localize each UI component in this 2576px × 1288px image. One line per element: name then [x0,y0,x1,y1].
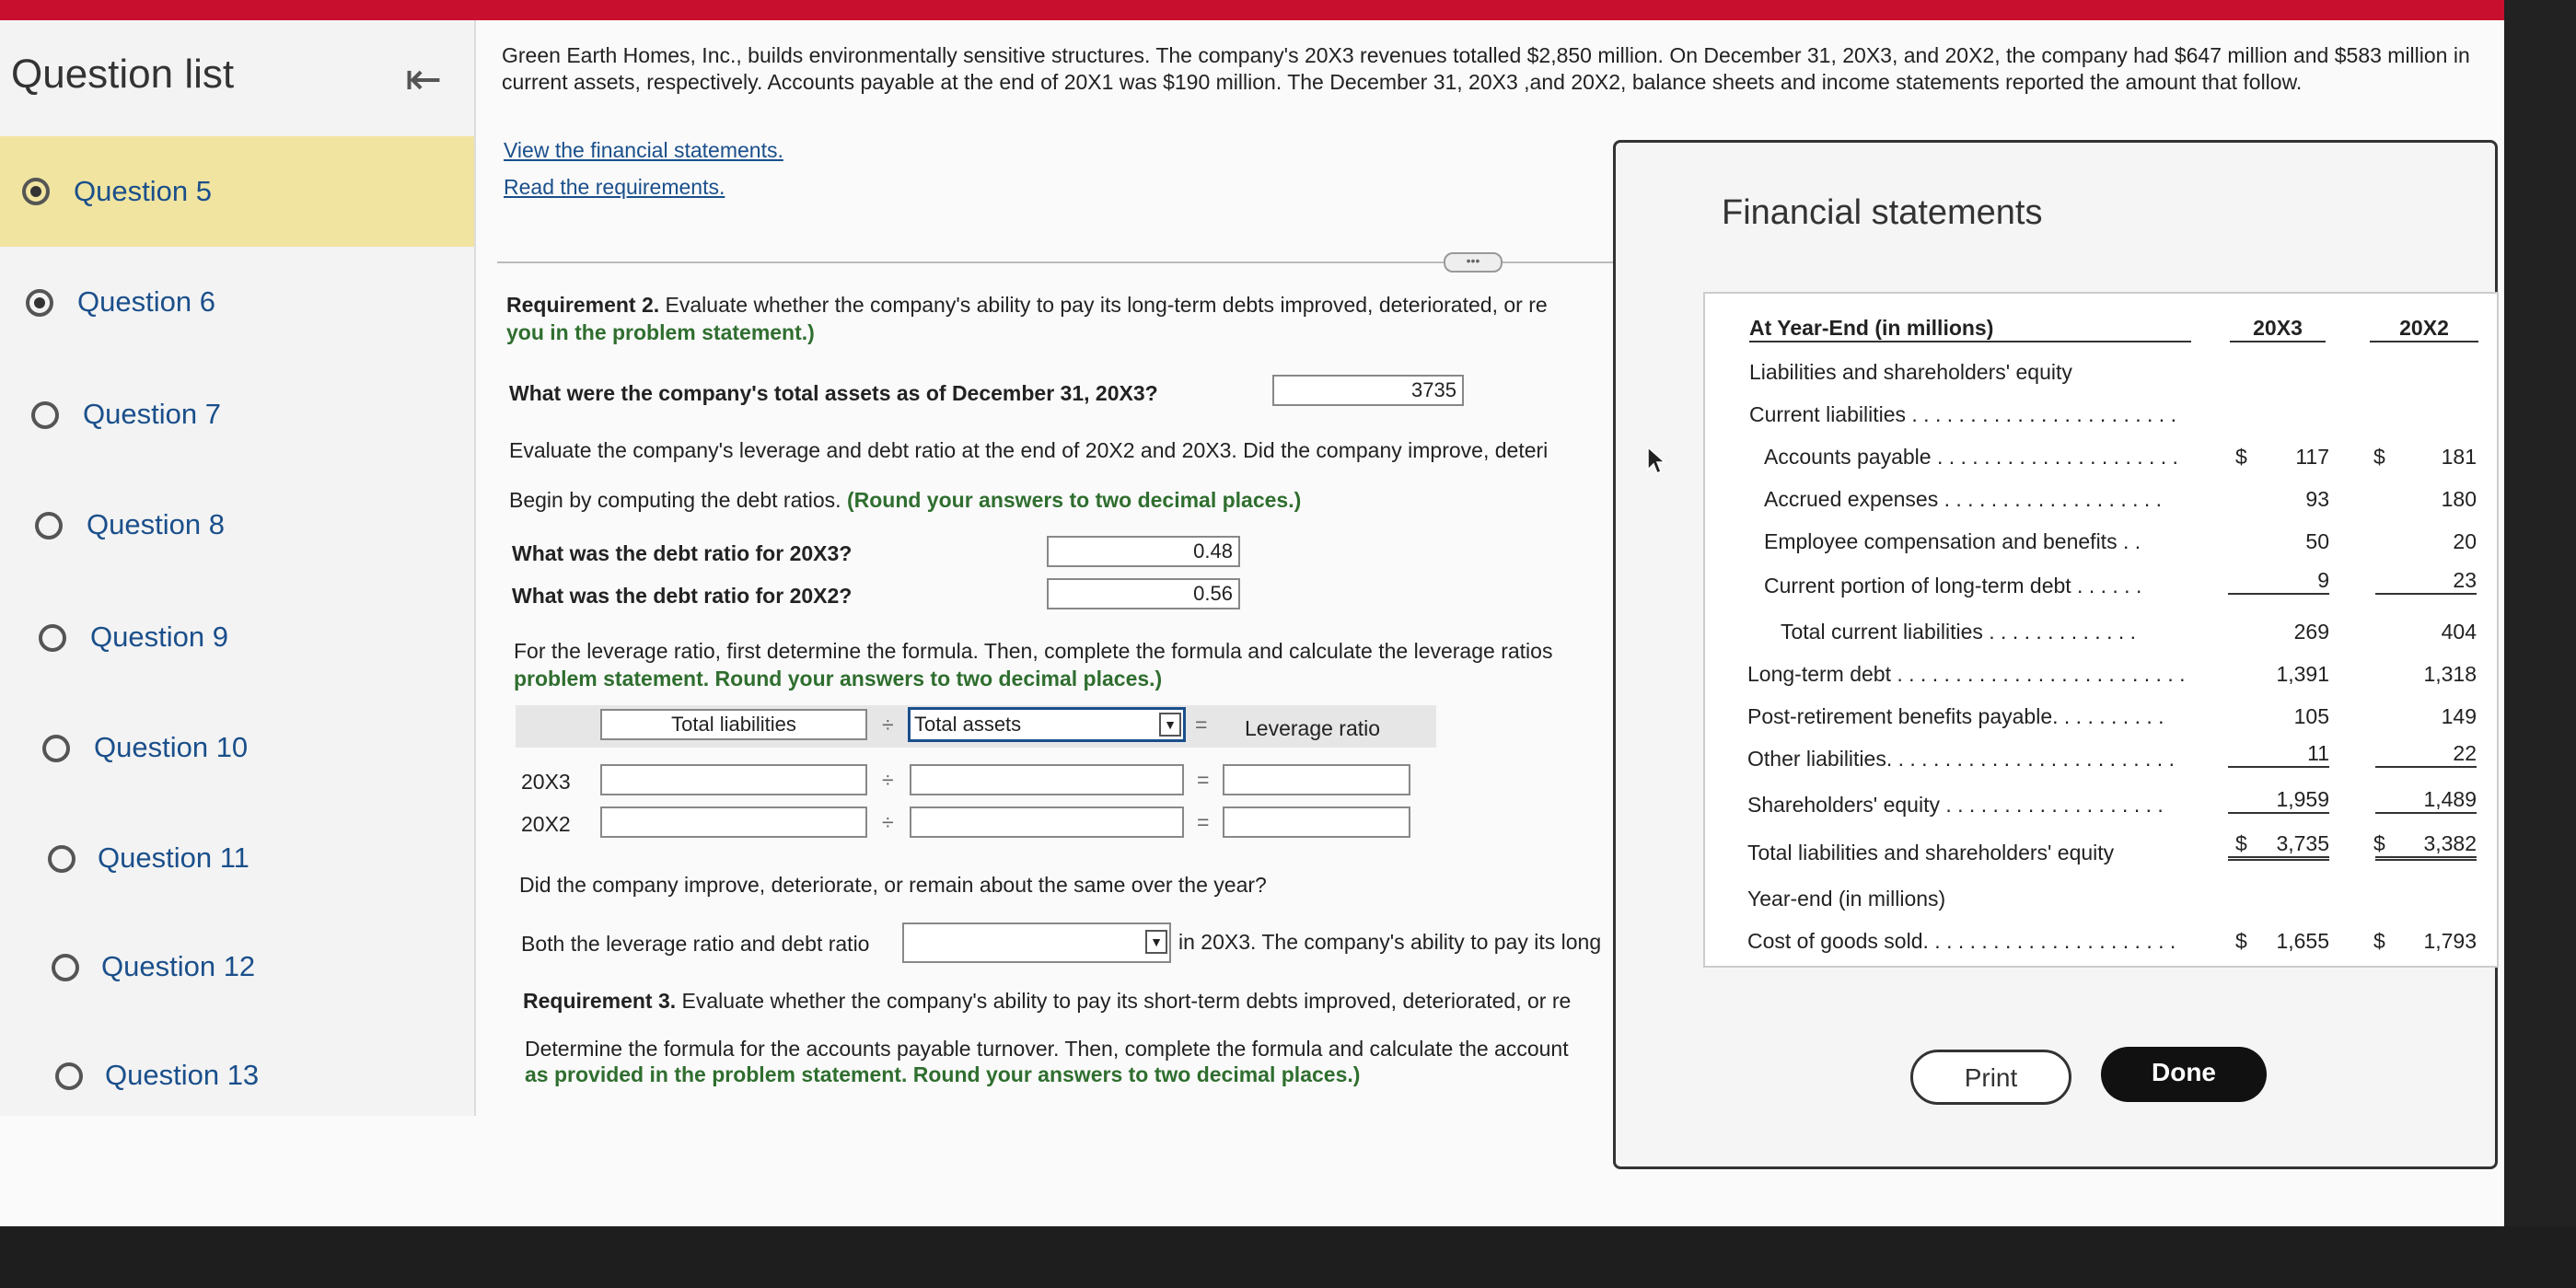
divide-sign: ÷ [882,768,894,792]
formula-result-label: Leverage ratio [1245,716,1381,740]
monitor-bezel-right [2504,0,2576,1288]
row-label: Current portion of long-term debt . . . . . . [1764,574,2142,598]
done-button[interactable]: Done [2101,1047,2267,1102]
dollar-sign: $ [2373,831,2385,855]
value-20x3: 1,391 [2276,662,2329,686]
row-label: Post-retirement benefits payable. . . . . . . . . . [1747,704,2164,728]
financial-statements-modal [1613,140,2498,1169]
question-label: Question 13 [105,1059,260,1091]
formula-numerator-label[interactable]: Total liabilities [600,709,867,740]
dollar-sign: $ [2235,929,2247,953]
leverage-20x3-input[interactable] [1223,764,1410,795]
question-item-12[interactable] [0,915,474,1026]
dropdown-arrow-icon: ▼ [1159,713,1181,737]
dollar-sign: $ [2373,445,2385,469]
value-20x2: 3,382 [2375,831,2477,861]
radio-icon [42,735,70,762]
equals-sign: = [1197,768,1210,792]
ratio-change-select[interactable] [902,922,1171,963]
debt-ratio-20x2-question: What was the debt ratio for 20X2? [512,584,853,608]
value-20x3: 9 [2228,568,2329,595]
equals-sign: = [1197,810,1210,834]
radio-icon [22,178,50,205]
divide-sign: ÷ [882,713,894,737]
value-20x2: 181 [2441,445,2477,469]
total-assets-question: What were the company's total assets as of December 31, 20X3? [509,381,1158,405]
value-20x3: 50 [2305,529,2329,553]
row-label: Total current liabilities . . . . . . . . . . . . . [1781,620,2137,644]
question-label: Question 6 [77,285,215,318]
question-item-6[interactable] [0,250,474,361]
question-item-13[interactable] [0,1024,474,1134]
cogs-20x3: 1,655 [2276,929,2329,953]
question-list-title: Question list [11,52,235,97]
formula-denominator-select[interactable] [908,707,1186,742]
value-20x2: 180 [2441,487,2477,511]
radio-icon [48,845,75,873]
question-label: Question 9 [90,621,228,653]
req3-instructions-cont: as provided in the problem statement. Round your answers to two decimal places.) [525,1062,1361,1086]
assets-20x3-input[interactable] [910,764,1184,795]
assets-20x2-input[interactable] [910,806,1184,838]
question-label: Question 5 [74,175,212,207]
debt-ratio-20x3-input[interactable]: 0.48 [1047,536,1240,567]
question-label: Question 10 [94,731,249,763]
question-item-9[interactable] [0,586,474,696]
question-item-10[interactable] [0,696,474,806]
top-bar [0,0,2576,20]
view-financial-statements-link[interactable]: View the financial statements. [504,138,783,162]
value-20x2: 23 [2375,568,2477,595]
read-requirements-link[interactable]: Read the requirements. [504,175,725,199]
question-label: Question 12 [101,950,256,982]
question-label: Question 7 [83,398,221,430]
divide-sign: ÷ [882,810,894,834]
modal-title: Financial statements [1722,193,2043,232]
debt-ratio-20x3-question: What was the debt ratio for 20X3? [512,541,853,565]
value-20x2: 20 [2453,529,2477,553]
income-header: Year-end (in millions) [1747,887,1946,911]
row-label-20x3: 20X3 [521,770,571,794]
current-liabilities-label: Current liabilities . . . . . . . . . . . . . . . . . . . . . . . [1749,402,2176,426]
equals-sign: = [1195,713,1208,737]
row-label: Accounts payable . . . . . . . . . . . . . . . . . . . . . [1764,445,2178,469]
more-icon[interactable]: ••• [1444,252,1503,273]
radio-icon [26,289,53,317]
value-20x3: 1,959 [2228,787,2329,814]
leverage-20x2-input[interactable] [1223,806,1410,838]
value-20x3: 117 [2295,445,2329,469]
mouse-cursor-icon [1646,446,1666,477]
req3-heading: Requirement 3. Evaluate whether the company's ability to pay its short-term debts improved, deteriorated, or re [523,989,1572,1013]
value-20x2: 149 [2441,704,2477,728]
req2-heading: Requirement 2. Evaluate whether the company's ability to pay its long-term debts improved, deteriorated, or re [506,293,1548,317]
row-label: Shareholders' equity . . . . . . . . . . . . . . . . . . . [1747,793,2164,817]
row-label: Employee compensation and benefits . . [1764,529,2141,553]
question-item-11[interactable] [0,806,474,917]
value-20x2: 1,318 [2423,662,2477,686]
question-list-sidebar [0,20,476,1116]
leverage-instructions: For the leverage ratio, first determine the formula. Then, complete the formula and calculate the leverage ratios [514,639,1553,663]
question-item-7[interactable] [0,363,474,473]
radio-icon [35,512,63,540]
leverage-instructions-cont: problem statement. Round your answers to two decimal places.) [514,667,1163,690]
total-assets-input[interactable]: 3735 [1272,375,1464,406]
row-label-20x2: 20X2 [521,812,571,836]
dollar-sign: $ [2235,445,2247,469]
dollar-sign: $ [2235,831,2247,855]
liabilities-20x3-input[interactable] [600,764,867,795]
radio-icon [31,401,59,429]
problem-intro: Green Earth Homes, Inc., builds environmentally sensitive structures. The company's 20X3 revenues totalled $2,850 million. On December 31, 20X3, and 20X2, the company had $647 million and $583 million in current assets, respectively. Accounts payable at the end of 20X1 was $190 million. The December 31, 20X3 ,and 20X2, balance sheets and income statements reported the amount that follow. [502,43,2470,94]
dropdown-arrow-icon: ▼ [1145,930,1167,954]
section-label: Liabilities and shareholders' equity [1749,360,2072,384]
cogs-label: Cost of goods sold. . . . . . . . . . . . . . . . . . . . . . [1747,929,2176,953]
row-label: Accrued expenses . . . . . . . . . . . . . . . . . . . [1764,487,2163,511]
liabilities-20x2-input[interactable] [600,806,867,838]
cogs-20x2: 1,793 [2423,929,2477,953]
dollar-sign: $ [2373,929,2385,953]
req2-heading-cont: you in the problem statement.) [506,320,815,344]
debt-ratio-20x2-input[interactable]: 0.56 [1047,578,1240,609]
selected-value: Total assets [914,713,1022,736]
balance-sheet-table [1703,292,2499,968]
value-20x3: 105 [2293,704,2329,728]
question-label: Question 11 [98,841,249,874]
value-20x3: 93 [2305,487,2329,511]
value-20x2: 1,489 [2375,787,2477,814]
radio-icon [39,624,66,652]
question-item-5[interactable] [0,136,474,247]
col-header-20x2: 20X2 [2370,316,2478,342]
table-header-label: At Year-End (in millions) [1749,316,2191,342]
monitor-bezel-bottom [0,1226,2576,1288]
ability-text: in 20X3. The company's ability to pay its long [1178,930,1602,954]
question-item-8[interactable] [0,473,474,584]
value-20x3: 11 [2228,741,2329,768]
row-label: Long-term debt . . . . . . . . . . . . . . . . . . . . . . . . . [1747,662,2186,686]
question-label: Question 8 [87,508,225,540]
value-20x3: 269 [2293,620,2329,644]
both-ratios-text: Both the leverage ratio and debt ratio [521,932,870,956]
radio-icon [55,1062,83,1090]
begin-text: Begin by computing the debt ratios. (Round your answers to two decimal places.) [509,488,1302,512]
collapse-sidebar-icon[interactable]: ⇤ [405,55,443,104]
col-header-20x3: 20X3 [2230,316,2326,342]
value-20x3: 3,735 [2228,831,2329,861]
row-label: Total liabilities and shareholders' equity [1747,841,2115,864]
evaluate-text: Evaluate the company's leverage and debt ratio at the end of 20X2 and 20X3. Did the company improve, deteri [509,438,1549,462]
req3-instructions: Determine the formula for the accounts payable turnover. Then, complete the formula and calculate the account [525,1037,1569,1061]
radio-icon [52,954,79,981]
value-20x2: 22 [2375,741,2477,768]
print-button[interactable]: Print [1910,1050,2071,1105]
value-20x2: 404 [2441,620,2477,644]
row-label: Other liabilities. . . . . . . . . . . . . . . . . . . . . . . . . [1747,747,2175,771]
improve-question: Did the company improve, deteriorate, or remain about the same over the year? [519,873,1267,897]
